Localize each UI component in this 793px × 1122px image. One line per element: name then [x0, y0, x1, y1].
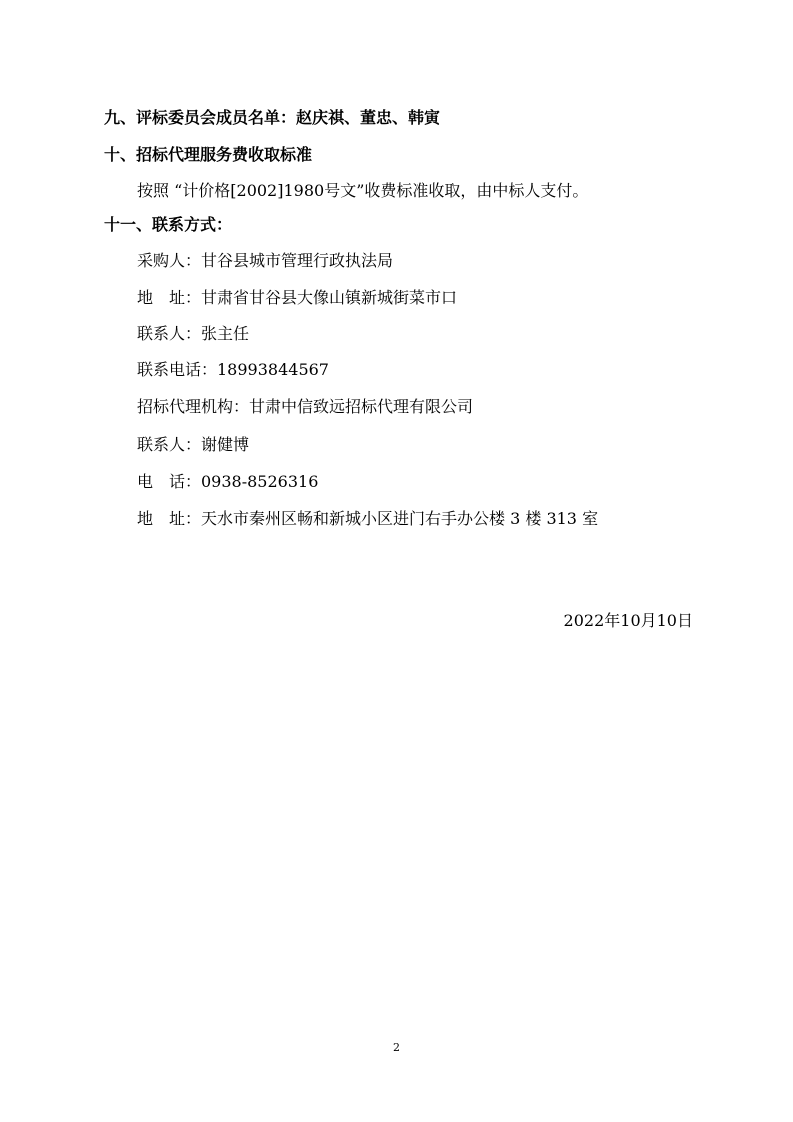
purchaser-phone-line: 联系电话：18993844567 — [137, 360, 329, 379]
agency-phone-line: 电 话：0938-8526316 — [137, 472, 319, 491]
page-number: 2 — [393, 1041, 400, 1054]
agency-contact-line: 联系人：谢健博 — [137, 435, 250, 454]
agency-line: 招标代理机构：甘肃中信致远招标代理有限公司 — [137, 397, 474, 416]
document-date: 2022年10月10日 — [563, 611, 693, 630]
purchaser-address-line: 地 址：甘肃省甘谷县大像山镇新城街菜市口 — [137, 288, 458, 307]
section-10-heading: 十、招标代理服务费收取标准 — [104, 145, 313, 164]
purchaser-line: 采购人：甘谷县城市管理行政执法局 — [137, 251, 394, 270]
agency-address-line: 地 址：天水市秦州区畅和新城小区进门右手办公楼 3 楼 313 室 — [137, 509, 599, 528]
section-11-heading: 十一、联系方式： — [104, 215, 233, 234]
section-9-heading: 九、评标委员会成员名单：赵庆祺、董忠、韩寅 — [104, 108, 441, 127]
purchaser-contact-line: 联系人：张主任 — [137, 324, 250, 343]
section-10-body: 按照 “计价格[2002]1980号文”收费标准收取，由中标人支付。 — [137, 181, 589, 200]
